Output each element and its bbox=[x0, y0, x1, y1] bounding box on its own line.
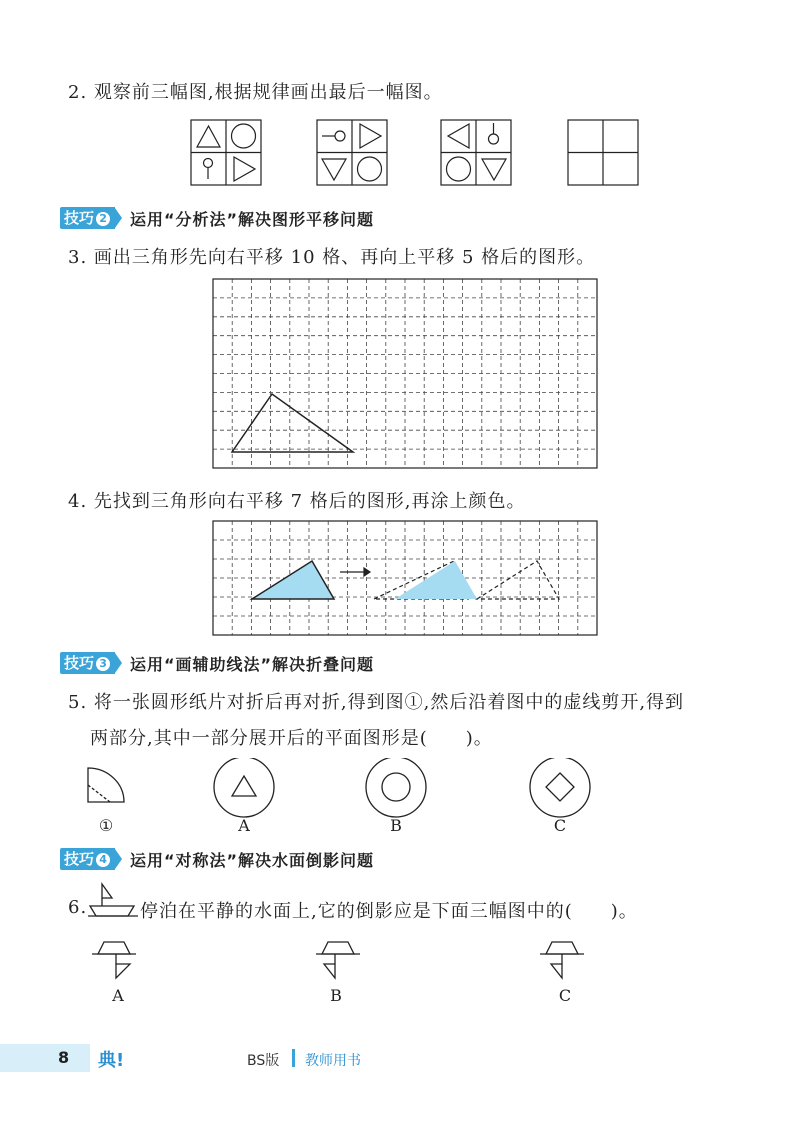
option-b-figure bbox=[366, 758, 426, 817]
tip-2-text: 运用“分析法”解决图形平移问题 bbox=[130, 209, 375, 229]
footer-bar bbox=[0, 1044, 90, 1072]
tip-2-badge: 技巧 2 bbox=[60, 207, 115, 229]
triangle-answer bbox=[395, 561, 477, 599]
question-5-line-2: 两部分,其中一部分展开后的平面图形是( )。 bbox=[90, 728, 493, 749]
pattern-box-1 bbox=[191, 120, 261, 185]
boat-icon bbox=[88, 882, 138, 922]
label-reflection-b: B bbox=[330, 986, 342, 1005]
question-5-line-1: 5. 将一张圆形纸片对折后再对折,得到图①,然后沿着图中的虚线剪开,得到 bbox=[68, 692, 685, 713]
tip-2-header bbox=[60, 207, 374, 229]
publisher-logo: 典! bbox=[98, 1050, 125, 1071]
label-reflection-c: C bbox=[558, 986, 572, 1005]
tip-4-badge: 技巧 4 bbox=[60, 848, 115, 870]
reflection-option-b bbox=[316, 942, 360, 978]
option-c-figure bbox=[530, 758, 590, 817]
book-label: 教师用书 bbox=[305, 1053, 361, 1069]
reflection-option-c bbox=[540, 942, 584, 978]
question-5-figures bbox=[80, 758, 640, 820]
question-3-text: 3. 画出三角形先向右平移 10 格、再向上平移 5 格后的图形。 bbox=[68, 247, 596, 268]
triangle-original bbox=[232, 394, 353, 452]
question-6-text: 停泊在平静的水面上,它的倒影应是下面三幅图中的( )。 bbox=[140, 901, 638, 922]
page-number: 8 bbox=[58, 1048, 70, 1067]
tip-3-text: 运用“画辅助线法”解决折叠问题 bbox=[130, 654, 375, 674]
pattern-figures bbox=[185, 115, 645, 190]
arrow-right bbox=[340, 568, 370, 576]
label-option-b: B bbox=[390, 816, 402, 835]
triangle-source bbox=[252, 561, 334, 599]
option-a-figure bbox=[214, 758, 274, 817]
tip-4-header bbox=[60, 848, 374, 870]
edition-label: BS版 bbox=[247, 1053, 280, 1069]
label-figure-1: ① bbox=[98, 816, 114, 835]
folded-paper-figure bbox=[88, 768, 124, 802]
tip-3-badge: 技巧 3 bbox=[60, 652, 115, 674]
question-2-text: 2. 观察前三幅图,根据规律画出最后一幅图。 bbox=[68, 82, 443, 103]
question-6-number: 6. bbox=[68, 897, 88, 918]
question-6-options bbox=[80, 938, 620, 988]
tip-3-header bbox=[60, 652, 374, 674]
grid-question-3 bbox=[212, 278, 602, 472]
footer-separator bbox=[292, 1049, 295, 1067]
label-reflection-a: A bbox=[112, 986, 124, 1005]
triangle-choice-2 bbox=[477, 561, 559, 599]
pattern-box-2 bbox=[317, 120, 387, 185]
question-4-text: 4. 先找到三角形向右平移 7 格后的图形,再涂上颜色。 bbox=[68, 491, 526, 512]
reflection-option-a bbox=[92, 942, 136, 978]
pattern-box-3 bbox=[441, 120, 511, 185]
tip-4-text: 运用“对称法”解决水面倒影问题 bbox=[130, 850, 375, 870]
pattern-box-answer bbox=[568, 120, 638, 185]
grid-question-4 bbox=[212, 520, 602, 638]
label-option-a: A bbox=[238, 816, 250, 835]
label-option-c: C bbox=[553, 816, 567, 835]
